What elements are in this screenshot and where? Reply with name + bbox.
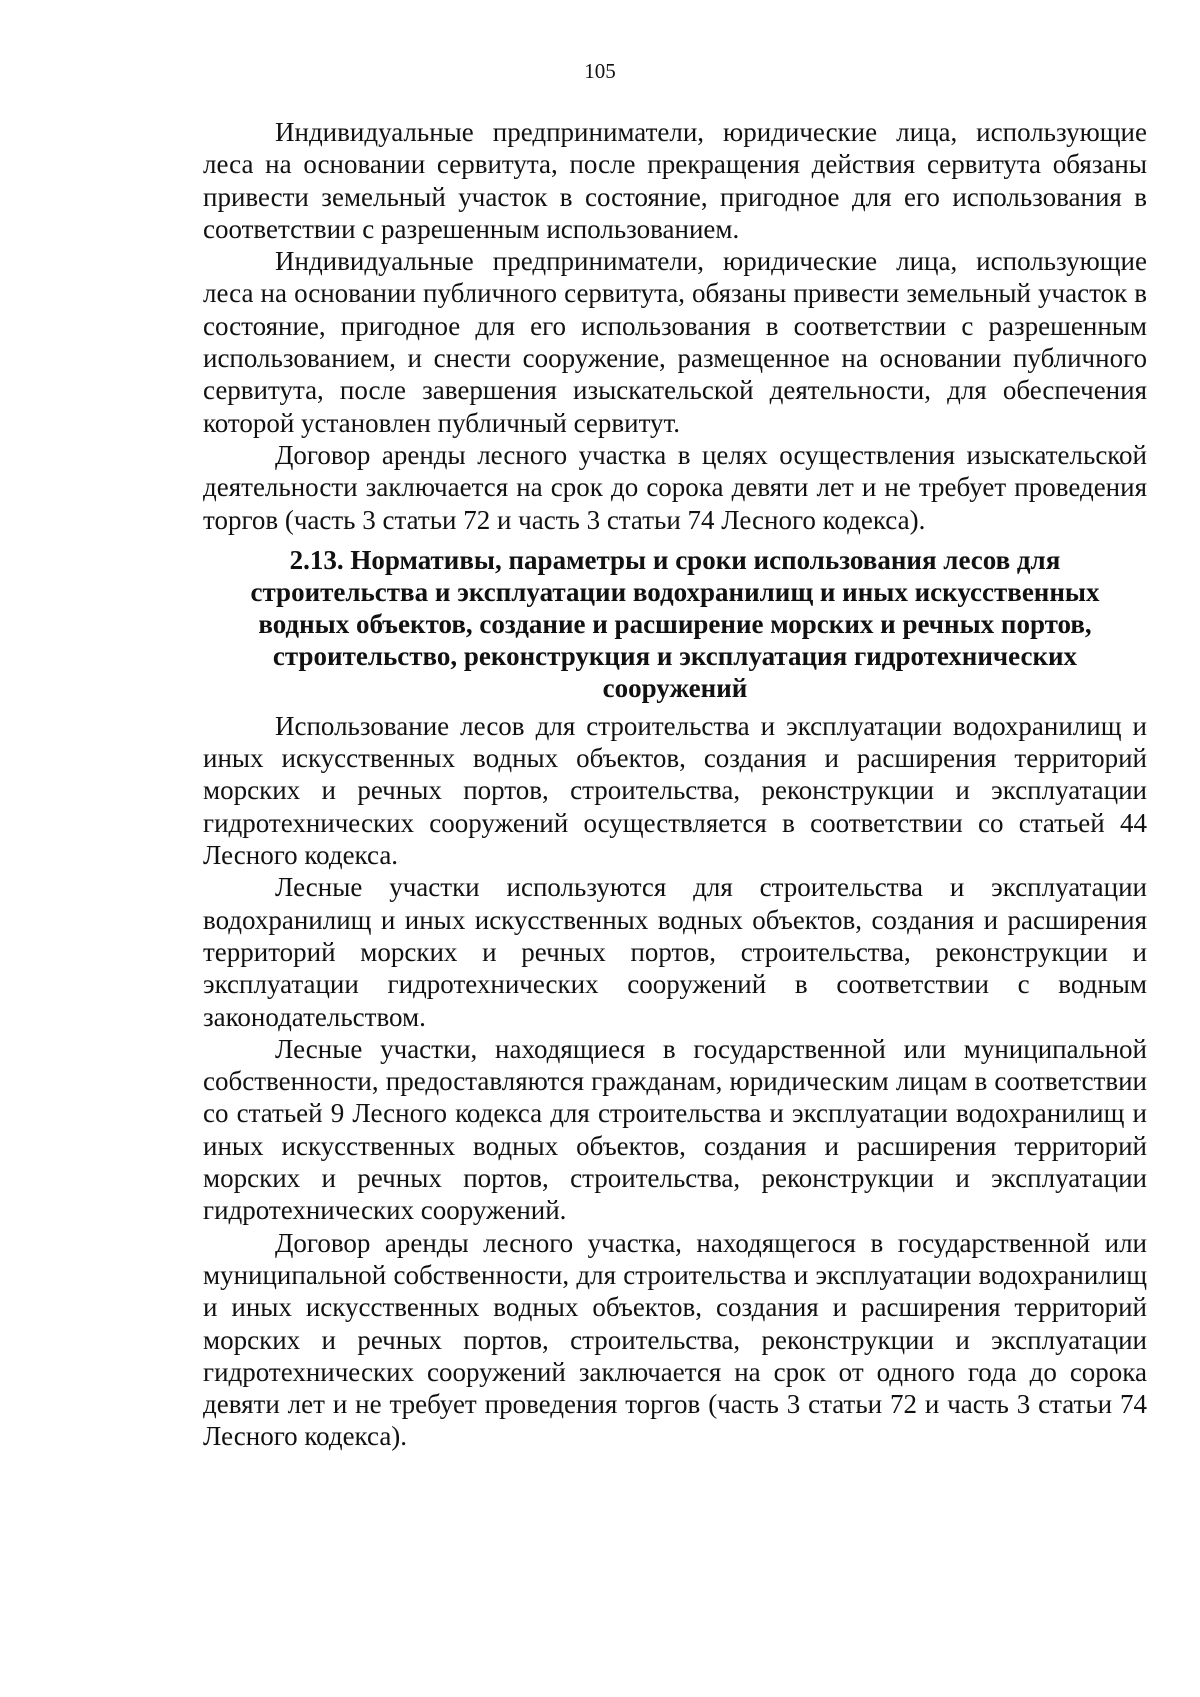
paragraph: Договор аренды лесного участка, находящегося в государственной или муниципальной собственности, для строительства и эксплуатации водохранилищ и иных искусственных водных объектов, создания и расширения территорий морских и речных портов, строительства, реконструкции и эксплуатации гидротехнических сооружений заключается на срок от одного года до сорока девяти лет и не требует проведения торгов (часть 3 статьи 72 и часть 3 статьи 74 Лесного кодекса).: [203, 1227, 1147, 1452]
paragraph: Договор аренды лесного участка в целях осуществления изыскательской деятельности заключается на срок до сорока девяти лет и не требует проведения торгов (часть 3 статьи 72 и часть 3 статьи 74 Лесного кодекса).: [203, 439, 1147, 535]
page-number: 105: [584, 59, 616, 83]
paragraph: Лесные участки используются для строительства и эксплуатации водохранилищ и иных искусственных водных объектов, создания и расширения территорий морских и речных портов, строительства, реконструкции и эксплуатации гидротехнических сооружений в соответствии с водным законодательством.: [203, 872, 1147, 1032]
paragraph: Индивидуальные предприниматели, юридические лица, использующие леса на основании публичного сервитута, обязаны привести земельный участок в состояние, пригодное для его использования в соответствии с разрешенным использованием, и снести сооружение, размещенное на основании публичного сервитута, после завершения изыскательской деятельности, для обеспечения которой установлен публичный сервитут.: [203, 246, 1147, 438]
paragraph: Лесные участки, находящиеся в государственной или муниципальной собственности, предоставляются гражданам, юридическим лицам в соответствии со статьей 9 Лесного кодекса для строительства и эксплуатации водохранилищ и иных искусственных водных объектов, создания и расширения территорий морских и речных портов, строительства, реконструкции и эксплуатации гидротехнических сооружений.: [203, 1033, 1147, 1226]
section-heading: 2.13. Нормативы, параметры и сроки использования лесов для строительства и эксплуатации водохранилищ и иных искусственных водных объектов, создание и расширение морских и речных портов, строительство, реконструкция и эксплуатация гидротехнических сооружений: [250, 544, 1100, 703]
paragraph: Использование лесов для строительства и эксплуатации водохранилищ и иных искусственных водных объектов, создания и расширения территорий морских и речных портов, строительства, реконструкции и эксплуатации гидротехнических сооружений осуществляется в соответствии со статьей 44 Лесного кодекса.: [203, 710, 1147, 871]
document-body: [203, 116, 1147, 1453]
paragraph: Индивидуальные предприниматели, юридические лица, использующие леса на основании сервитута, после прекращения действия сервитута обязаны привести земельный участок в состояние, пригодное для его использования в соответствии с разрешенным использованием.: [203, 117, 1147, 244]
